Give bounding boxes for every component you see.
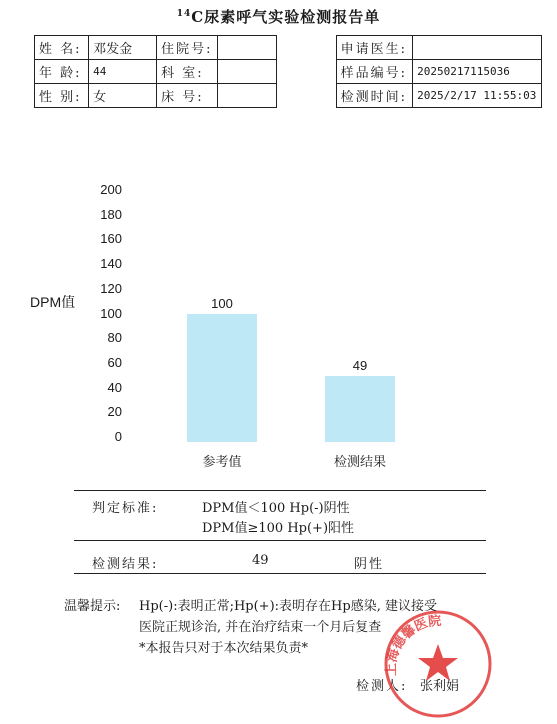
tester-name: 张利娟 (420, 679, 460, 694)
y-tick-label: 120 (100, 280, 122, 296)
sample-label: 样品编号: (336, 60, 413, 84)
criteria-line-positive: DPM值≥100 Hp(+)阳性 (202, 521, 355, 536)
category-label: 参考值 (202, 454, 242, 469)
inpatient-value (217, 36, 277, 60)
divider-line (74, 573, 486, 574)
notes-line-3: *本报告只对于本次结果负责* (139, 641, 309, 656)
inpatient-label: 住院号: (157, 36, 217, 60)
report-title (0, 6, 557, 27)
y-tick-label: 40 (107, 379, 122, 395)
title-superscript: 14 (176, 9, 192, 19)
result-verdict: 阴性 (354, 557, 385, 572)
result-value: 49 (252, 553, 269, 568)
bed-label: 床 号: (157, 84, 217, 108)
star-icon (418, 644, 458, 681)
notes-label: 温馨提示: (64, 599, 121, 614)
sample-value: 20250217115036 (413, 60, 542, 84)
time-value: 2025/2/17 11:55:03 (413, 84, 542, 108)
divider-line (74, 540, 486, 541)
title-text: C尿素呼气实验检测报告单 (191, 8, 381, 26)
bar-value-label: 100 (211, 295, 233, 311)
category-label: 检测结果 (333, 454, 386, 469)
y-tick-label: 80 (107, 330, 122, 346)
hospital-seal (378, 604, 498, 724)
y-tick-label: 180 (100, 206, 122, 222)
bar (187, 314, 257, 443)
doctor-value (413, 36, 542, 60)
patient-info-table (34, 35, 542, 108)
dept-label: 科 室: (157, 60, 217, 84)
y-tick-label: 0 (114, 429, 122, 444)
y-axis-title: DPM值 (30, 294, 76, 310)
y-tick-label: 140 (100, 256, 122, 272)
age-value: 44 (89, 60, 157, 84)
y-tick-label: 160 (100, 231, 122, 247)
seal-text: 上海德馨医院 (384, 613, 442, 677)
divider-line (74, 490, 486, 491)
bar (325, 376, 395, 442)
y-tick-label: 100 (100, 305, 122, 321)
info-row (35, 36, 542, 60)
info-gap (277, 84, 337, 108)
criteria-label: 判定标准: (92, 501, 159, 516)
info-gap (277, 60, 337, 84)
y-tick-label: 200 (100, 182, 122, 197)
info-gap (277, 36, 337, 60)
info-row (35, 84, 542, 108)
bar-value-label: 49 (352, 358, 368, 374)
name-value: 邓发金 (89, 36, 157, 60)
sex-value: 女 (89, 84, 157, 108)
name-label: 姓 名: (35, 36, 89, 60)
sex-label: 性 别: (35, 84, 89, 108)
notes-line-2: 医院正规诊治, 并在治疗结束一个月后复查 (139, 620, 382, 635)
result-label: 检测结果: (92, 557, 159, 572)
tester-label: 检测人: (356, 679, 408, 694)
doctor-label: 申请医生: (336, 36, 413, 60)
y-tick-label: 20 (107, 404, 122, 420)
bed-value (217, 84, 277, 108)
notes-line-1: Hp(-):表明正常;Hp(+):表明存在Hp感染, 建议接受 (139, 599, 437, 614)
info-row (35, 60, 542, 84)
time-label: 检测时间: (336, 84, 413, 108)
age-label: 年 龄: (35, 60, 89, 84)
y-tick-label: 60 (107, 354, 122, 370)
criteria-line-negative: DPM值＜100 Hp(-)阴性 (202, 501, 350, 516)
dept-value (217, 60, 277, 84)
